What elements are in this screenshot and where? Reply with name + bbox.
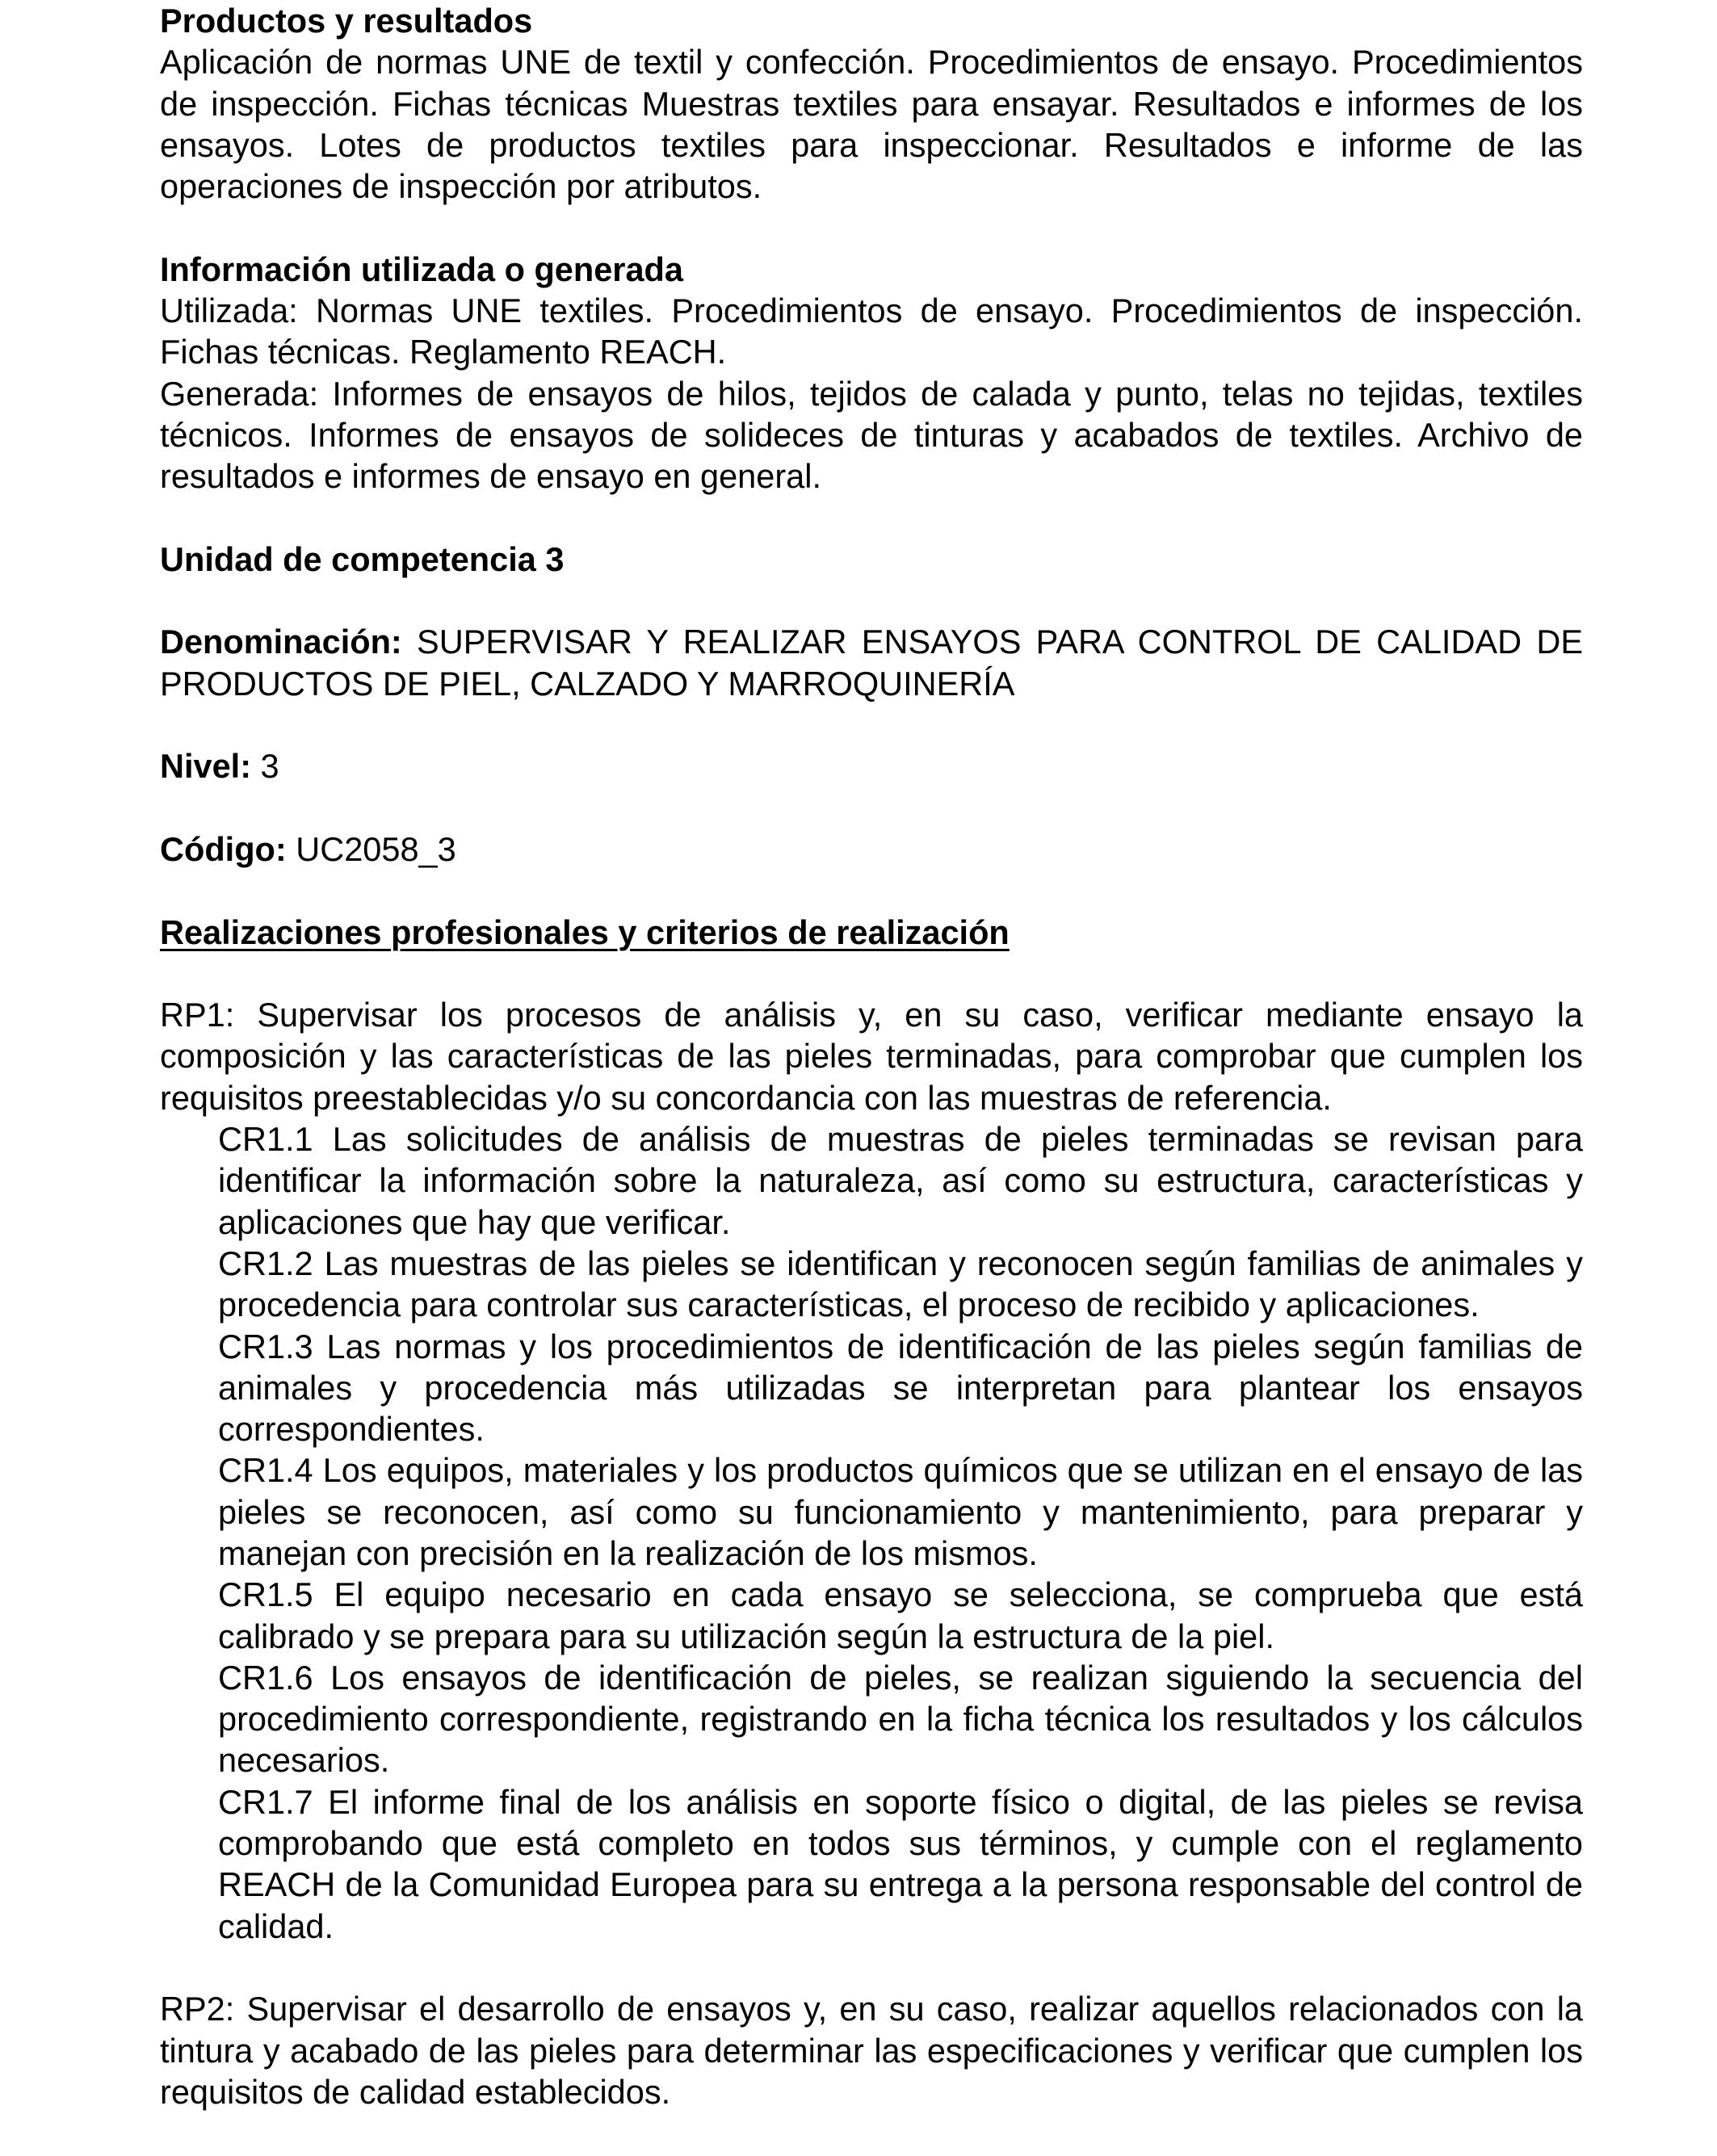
spacer xyxy=(160,953,1583,994)
unidad-heading: Unidad de competencia 3 xyxy=(160,539,565,578)
nivel-value: 3 xyxy=(260,747,279,786)
denominacion-value: SUPERVISAR Y REALIZAR ENSAYOS PARA CONTROL DE CALIDAD DE PRODUCTOS DE PIEL, CALZADO Y MARROQUINERÍA xyxy=(160,623,1584,703)
denominacion xyxy=(160,621,1583,704)
criteria-list xyxy=(160,1118,1583,1947)
codigo-value: UC2058_3 xyxy=(296,829,456,868)
productos-heading: Productos y resultados xyxy=(160,2,533,40)
spacer xyxy=(160,870,1583,911)
informacion-generada: Generada: Informes de ensayos de hilos, tejidos de calada y punto, telas no tejidas, textiles técnicos. Informes de ensayos de solideces de tinturas y acabados de textiles. Archivo de resultados e informes de ensayo en general. xyxy=(160,374,1583,496)
nivel xyxy=(160,745,1583,786)
codigo xyxy=(160,828,1583,870)
document-page xyxy=(160,0,1583,2112)
criterion-cr1-4: CR1.4 Los equipos, materiales y los productos químicos que se utilizan en el ensayo de las pieles se reconocen, así como su funcionamiento y mantenimiento, para preparar y manejan con precisión en la realización de los mismos. xyxy=(218,1451,1583,1572)
rp2-text: RP2: Supervisar el desarrollo de ensayos y, en su caso, realizar aquellos relacionados con la tintura y acabado de las pieles para determinar las especificaciones y verificar que cumplen los requisitos de calidad establecidos. xyxy=(160,1990,1583,2111)
codigo-label: Código: xyxy=(160,829,287,868)
informacion-heading: Información utilizada o generada xyxy=(160,250,683,288)
spacer xyxy=(160,207,1583,248)
spacer xyxy=(160,580,1583,621)
criterion-cr1-7: CR1.7 El informe final de los análisis en soporte físico o digital, de las pieles se revisa comprobando que está completo en todos sus términos, y cumple con el reglamento REACH de la Comunidad Europea para su entrega a la persona responsable del control de calidad. xyxy=(218,1782,1583,1945)
realizaciones-heading: Realizaciones profesionales y criterios de realización xyxy=(160,912,1010,951)
nivel-label: Nivel: xyxy=(160,747,252,786)
informacion-utilizada: Utilizada: Normas UNE textiles. Procedimientos de ensayo. Procedimientos de inspección. Fichas técnicas. Reglamento REACH. xyxy=(160,292,1583,371)
criterion-cr1-5: CR1.5 El equipo necesario en cada ensayo se selecciona, se comprueba que está calibrado y se prepara para su utilización según la estructura de la piel. xyxy=(218,1575,1583,1655)
criterion-cr1-6: CR1.6 Los ensayos de identificación de pieles, se realizan siguiendo la secuencia del procedimiento correspondiente, registrando en la ficha técnica los resultados y los cálculos necesarios. xyxy=(218,1658,1583,1780)
denominacion-label: Denominación: xyxy=(160,623,402,661)
spacer xyxy=(160,787,1583,828)
productos-text: Aplicación de normas UNE de textil y confección. Procedimientos de ensayo. Procedimientos de inspección. Fichas técnicas Muestras textiles para ensayar. Resultados e informes de los ensayos. Lotes de productos textiles para inspeccionar. Resultados e informe de las operaciones de inspección por atributos. xyxy=(160,43,1583,206)
criterion-cr1-1: CR1.1 Las solicitudes de análisis de muestras de pieles terminadas se revisan para identificar la información sobre la naturaleza, así como su estructura, características y aplicaciones que hay que verificar. xyxy=(218,1120,1583,1241)
criterion-cr1-2: CR1.2 Las muestras de las pieles se identifican y reconocen según familias de animales y procedencia para controlar sus características, el proceso de recibido y aplicaciones. xyxy=(218,1244,1583,1324)
rp1-text: RP1: Supervisar los procesos de análisis y, en su caso, verificar mediante ensayo la composición y las características de las pieles terminadas, para comprobar que cumplen los requisitos preestablecidas y/o su concordancia con las muestras de referencia. xyxy=(160,996,1583,1117)
spacer xyxy=(160,704,1583,745)
spacer xyxy=(160,1947,1583,1988)
spacer xyxy=(160,497,1583,539)
criterion-cr1-3: CR1.3 Las normas y los procedimientos de identificación de las pieles según familias de animales y procedencia más utilizadas se interpretan para plantear los ensayos correspondientes. xyxy=(218,1327,1583,1449)
